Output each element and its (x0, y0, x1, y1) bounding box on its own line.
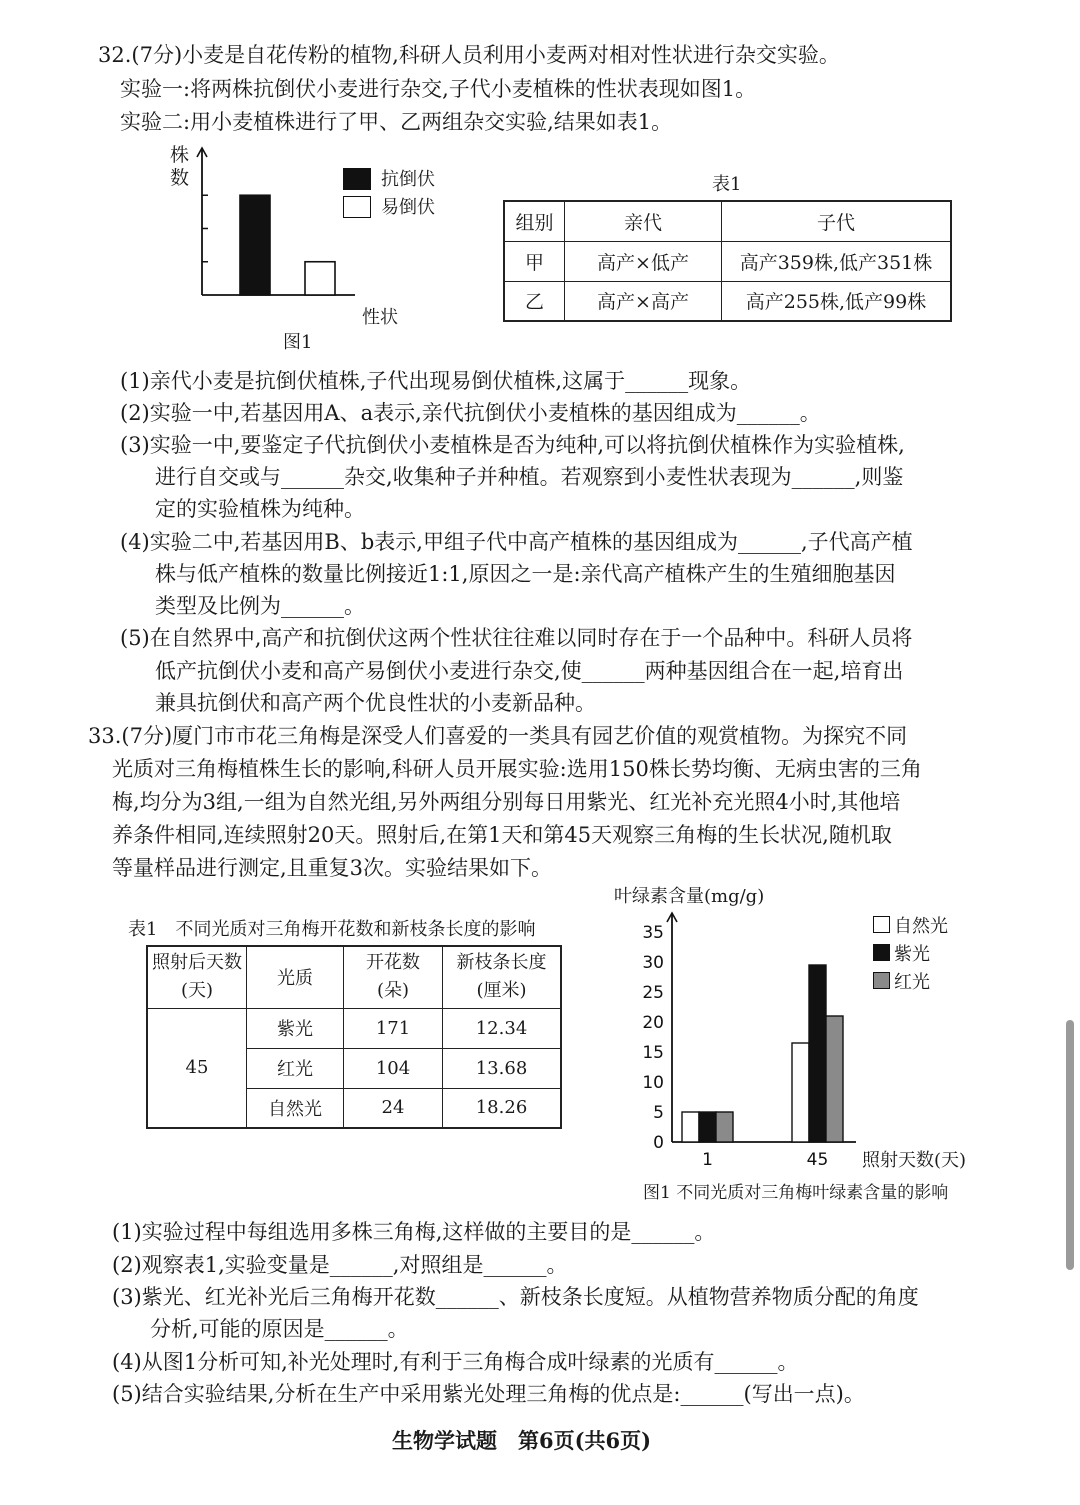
table-row (504, 241, 951, 281)
q32-question: 兼具抗倒伏和高产两个优良性状的小麦新品种。 (155, 691, 596, 715)
q33-question: 分析,可能的原因是______。 (150, 1317, 409, 1341)
table-cell: 高产255株,低产99株 (722, 281, 952, 321)
bar-45-2 (826, 1016, 843, 1142)
fig1-ylabel-2: 数 (170, 167, 190, 189)
q32-question: 类型及比例为______。 (155, 594, 365, 618)
table-cell: 甲 (504, 241, 565, 281)
legend-purple-light (873, 944, 890, 961)
q32-question: (2)实验一中,若基因用A、a表示,亲代抗倒伏小麦植株的基因组成为______。 (120, 401, 821, 425)
q33-question: (4)从图1分析可知,补光处理时,有利于三角梅合成叶绿素的光质有______。 (112, 1350, 799, 1374)
chlorophyll-chart (630, 905, 860, 1175)
legend-purple-label: 紫光 (894, 944, 930, 965)
fig1-caption: 图1 (283, 332, 313, 353)
q32-question: 低产抗倒伏小麦和高产易倒伏小麦进行杂交,使______两种基因组合在一起,培育出 (155, 659, 904, 683)
y-tick-label: 35 (642, 923, 664, 943)
fig1-xlabel: 性状 (362, 307, 398, 328)
q32-question: (4)实验二中,若基因用B、b表示,甲组子代中高产植株的基因组成为______,子代高产植 (120, 530, 913, 554)
q32-table (503, 200, 952, 322)
table-header: 照射后天数 (天) (147, 946, 247, 1008)
x-tick-label: 1 (702, 1150, 713, 1170)
q33-question: (3)紫光、红光补光后三角梅开花数______、新枝条长度短。从植物营养物质分配的角度 (112, 1285, 919, 1309)
q32-question: (5)在自然界中,高产和抗倒伏这两个性状往往难以同时存在于一个品种中。科研人员将 (120, 626, 913, 650)
table-cell: 高产×高产 (565, 281, 722, 321)
table-cell: 45 (147, 1008, 247, 1128)
q32-question: 进行自交或与______杂交,收集种子并种植。若观察到小麦性状表现为______,则鉴 (155, 465, 904, 489)
table-cell: 13.68 (443, 1048, 562, 1088)
y-tick-label: 15 (642, 1043, 664, 1063)
table-cell: 18.26 (443, 1088, 562, 1128)
q33-intro: 33.(7分)厦门市市花三角梅是深受人们喜爱的一类具有园艺价值的观赏植物。为探究不同 (88, 724, 908, 748)
chart2-caption: 图1 不同光质对三角梅叶绿素含量的影响 (643, 1183, 949, 1203)
q32-question: 定的实验植株为纯种。 (155, 497, 365, 521)
q32-question: 株与低产植株的数量比例接近1:1,原因之一是:亲代高产植株产生的生殖细胞基因 (155, 562, 896, 586)
table-cell: 红光 (247, 1048, 344, 1088)
q33-table-title: 表1 不同光质对三角梅开花数和新枝条长度的影响 (128, 919, 536, 940)
table-row (147, 1008, 561, 1048)
legend-resistant-label: 抗倒伏 (381, 169, 435, 190)
q33-table (146, 945, 562, 1129)
legend-susceptible (343, 196, 371, 218)
y-tick-label: 30 (642, 953, 664, 973)
y-tick-label: 0 (653, 1133, 664, 1153)
legend-resistant (343, 168, 371, 190)
legend-susceptible-label: 易倒伏 (381, 197, 435, 218)
q33-intro: 等量样品进行测定,且重复3次。实验结果如下。 (112, 856, 553, 880)
table-cell: 自然光 (247, 1088, 344, 1128)
q32-table-title: 表1 (712, 174, 742, 195)
q33-question: (5)结合实验结果,分析在生产中采用紫光处理三角梅的优点是:______(写出一点)。 (112, 1382, 865, 1406)
x-tick-label: 45 (806, 1150, 829, 1170)
table-cell: 104 (344, 1048, 443, 1088)
q32-question: (3)实验一中,要鉴定子代抗倒伏小麦植株是否为纯种,可以将抗倒伏植株作为实验植株, (120, 433, 905, 457)
wheat-trait-chart (190, 140, 360, 305)
y-tick-label: 25 (642, 983, 664, 1003)
page-footer: 生物学试题 第6页(共6页) (392, 1428, 652, 1453)
table-header: 亲代 (565, 201, 722, 241)
fig1-ylabel-1: 株 (170, 144, 190, 166)
legend-red-light (873, 972, 890, 989)
bar-45-1 (809, 965, 826, 1142)
bar-1-2 (716, 1112, 733, 1142)
q33-question: (1)实验过程中每组选用多株三角梅,这样做的主要目的是______。 (112, 1220, 716, 1244)
q32-experiment2: 实验二:用小麦植株进行了甲、乙两组杂交实验,结果如表1。 (120, 110, 673, 134)
table-header: 新枝条长度 (厘米) (443, 946, 562, 1008)
table-cell: 乙 (504, 281, 565, 321)
bar-1-1 (699, 1112, 716, 1142)
bar-susceptible (305, 262, 335, 295)
q32-question: (1)亲代小麦是抗倒伏植株,子代出现易倒伏植株,这属于______现象。 (120, 369, 752, 393)
scrollbar-thumb[interactable] (1066, 1020, 1074, 1270)
q33-intro: 养条件相同,连续照射20天。照射后,在第1天和第45天观察三角梅的生长状况,随机取 (112, 823, 892, 847)
bar-1-0 (682, 1112, 699, 1142)
table-cell: 高产359株,低产351株 (722, 241, 952, 281)
q33-question: (2)观察表1,实验变量是______,对照组是______。 (112, 1253, 568, 1277)
table-header: 开花数 (朵) (344, 946, 443, 1008)
table-cell: 紫光 (247, 1008, 344, 1048)
table-row (504, 281, 951, 321)
q32-experiment1: 实验一:将两株抗倒伏小麦进行杂交,子代小麦植株的性状表现如图1。 (120, 77, 757, 101)
legend-natural-light (873, 916, 890, 933)
q32-heading: 32.(7分)小麦是自花传粉的植物,科研人员利用小麦两对相对性状进行杂交实验。 (98, 43, 840, 67)
chart2-ylabel: 叶绿素含量(mg/g) (614, 886, 765, 907)
table-cell: 171 (344, 1008, 443, 1048)
bar-45-0 (792, 1043, 809, 1142)
table-header: 组别 (504, 201, 565, 241)
y-tick-label: 10 (642, 1073, 664, 1093)
q33-intro: 梅,均分为3组,一组为自然光组,另外两组分别每日用紫光、红光补充光照4小时,其他培 (112, 790, 901, 814)
table-cell: 高产×低产 (565, 241, 722, 281)
chart2-xlabel: 照射天数(天) (862, 1150, 967, 1171)
y-tick-label: 20 (642, 1013, 664, 1033)
table-header: 光质 (247, 946, 344, 1008)
table-cell: 12.34 (443, 1008, 562, 1048)
table-header: 子代 (722, 201, 952, 241)
y-tick-label: 5 (653, 1103, 664, 1123)
legend-natural-label: 自然光 (894, 916, 948, 937)
bar-resistant (240, 195, 270, 295)
q33-intro: 光质对三角梅植株生长的影响,科研人员开展实验:选用150株长势均衡、无病虫害的三角 (112, 757, 922, 781)
table-cell: 24 (344, 1088, 443, 1128)
legend-red-label: 红光 (894, 972, 930, 993)
